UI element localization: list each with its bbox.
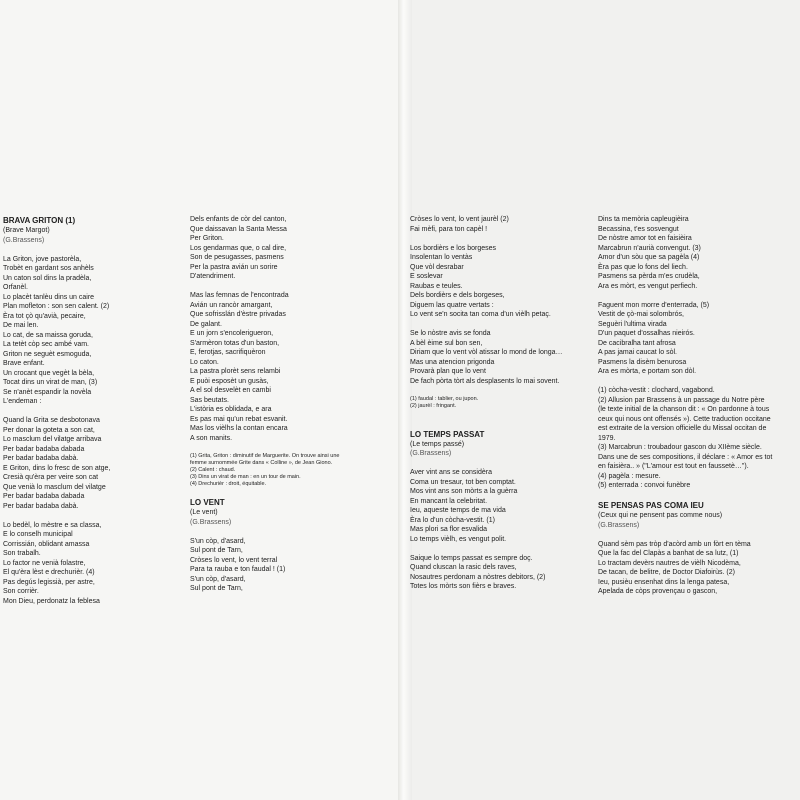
verse-line: Sas beutats. bbox=[190, 396, 229, 404]
verse-line: Cresià qu'èra per veire son cat bbox=[3, 474, 99, 481]
verse-line: Que sofrisslán d'èstre privadas bbox=[190, 311, 286, 318]
verse-line: Lo caton. bbox=[190, 358, 219, 366]
footnote: (2) jaurèl : fringant. bbox=[410, 402, 457, 409]
verse-line: Dels enfants de còr del canton, bbox=[190, 216, 287, 223]
verse-line: E puòi esposèt un gusàs, bbox=[190, 377, 269, 385]
verse-line: De cacibralha tant afrosa bbox=[598, 339, 676, 347]
verse-line: Se lo nòstre avis se fonda bbox=[410, 330, 491, 337]
verse-line: Son corrièr. bbox=[3, 588, 39, 595]
verse-line: Pasmens sa pèrda m'es crudèla, bbox=[598, 273, 700, 280]
spacer bbox=[598, 291, 772, 301]
verse-line: Orfanèl. bbox=[3, 284, 28, 291]
footnote: (3) Marcabrun : troubadour gascon du XIIème siècle. bbox=[598, 444, 762, 451]
spacer bbox=[598, 377, 772, 387]
verse-line: Per badar badaba dabà. bbox=[3, 502, 79, 510]
footnote: Dans une de ses compositions, il déclare : « Amor es tot bbox=[598, 453, 773, 461]
verse-line: Son de pesugasses, pasmens bbox=[190, 254, 284, 261]
verse-line: S'armèron totas d'un baston, bbox=[190, 339, 280, 347]
spacer bbox=[190, 488, 339, 498]
verse-line: En mancant la celebritat. bbox=[410, 497, 488, 505]
song-subtitle: (Le vent) bbox=[190, 509, 218, 516]
verse-line: Lo tractam devèrs nautres de vièlh Nicodèma, bbox=[598, 559, 741, 567]
verse-line: Lo temps vièlh, es vengut polit. bbox=[410, 535, 507, 543]
song-author: (G.Brassens) bbox=[410, 450, 452, 457]
spacer bbox=[410, 234, 563, 244]
song-title: LO TEMPS PASSAT bbox=[410, 429, 485, 439]
verse-line: Provarà plan que lo vent bbox=[410, 368, 486, 375]
verse-line: A bèl èime sul bon sen, bbox=[410, 339, 483, 347]
footnote: (2) Allusion par Brassens à un passage du Notre père bbox=[598, 396, 765, 404]
verse-line: Becassina, t'es sosvengut bbox=[598, 225, 679, 233]
footnote: femme surnommée Grite dans « Colline », de Jean Giono. bbox=[190, 459, 333, 466]
song-subtitle: (Le temps passé) bbox=[410, 440, 465, 448]
spacer bbox=[410, 410, 563, 420]
verse-line: A son manits. bbox=[190, 434, 233, 442]
verse-line: Griton ne seguèt esmoguda, bbox=[3, 350, 92, 358]
verse-line: Los bordièrs e los borgeses bbox=[410, 244, 496, 252]
footnote: est extraite de la version officielle du Missal occitan de bbox=[598, 425, 767, 432]
spacer bbox=[3, 511, 110, 521]
verse-line: Lo vent se'n socita tan coma d'un vièlh petaç. bbox=[410, 311, 551, 318]
verse-line: Que vòl desrabar bbox=[410, 263, 464, 271]
verse-line: Lo masclum del vilatge arribava bbox=[3, 436, 102, 443]
verse-line: A pas jamai caucat lo sòl. bbox=[598, 349, 677, 356]
verse-line: Un caton sol dins la pradèla, bbox=[3, 274, 92, 282]
verse-line: Aver vint ans se considèra bbox=[410, 469, 492, 476]
verse-line: Ieu, aqueste temps de ma vida bbox=[410, 507, 506, 514]
footnote: (2) Calent : chaud. bbox=[190, 466, 236, 473]
spacer bbox=[410, 544, 563, 554]
verse-line: De tacan, de belitre, de Doctor Diafoirùs. (2) bbox=[598, 569, 735, 576]
verse-line: E Griton, dins lo fresc de son atge, bbox=[3, 464, 111, 472]
verse-line: Mon Dieu, perdonatz la feblesa bbox=[3, 597, 100, 605]
verse-line: Per badar badaba dabà. bbox=[3, 455, 79, 462]
verse-line: Son trabalh. bbox=[3, 550, 41, 557]
song-title: BRAVA GRITON (1) bbox=[3, 216, 76, 225]
verse-line: Mas las femnas de l'encontrada bbox=[190, 292, 289, 299]
verse-line: Fai mèfi, para ton capèl ! bbox=[410, 225, 488, 233]
verse-line: E lo conselh municipal bbox=[3, 531, 73, 538]
verse-line: Per badar badaba dabada bbox=[3, 445, 85, 453]
spacer bbox=[190, 282, 339, 292]
verse-line: Mas una atencion prigonda bbox=[410, 358, 495, 366]
verse-line: Marcabrun n'aurià convengut. (3) bbox=[598, 244, 701, 252]
spacer bbox=[3, 407, 110, 417]
verse-line: Pasmens la disèm benurosa bbox=[598, 358, 687, 366]
verse-line: Tocat dins un virat de man, (3) bbox=[3, 379, 98, 386]
verse-line: Plan mofleton : son sen calent. (2) bbox=[3, 303, 110, 310]
verse-line: De galant. bbox=[190, 320, 222, 328]
verse-line: La Griton, jove pastorèla, bbox=[3, 255, 82, 263]
verse-line: Nosautres perdonam a nòstres debitors, (2) bbox=[410, 573, 546, 581]
footnote: (5) enterrada : convoi funèbre bbox=[598, 482, 691, 489]
verse-line: Mas los vièlhs la contan encara bbox=[190, 425, 288, 432]
song-subtitle: (Ceux qui ne pensent pas comme nous) bbox=[598, 512, 723, 519]
spacer bbox=[3, 245, 110, 255]
verse-line: Se n'anèt espandir la novèla bbox=[3, 388, 92, 396]
song-author: (G.Brassens) bbox=[3, 236, 45, 244]
verse-line: Que daissavan la Santa Messa bbox=[190, 225, 287, 233]
verse-line: Brave enfant. bbox=[3, 360, 45, 367]
verse-line: Dins ta memòria capleugièira bbox=[598, 216, 689, 223]
column-2 bbox=[190, 215, 339, 594]
verse-line: Mas plori sa flor esvalida bbox=[410, 526, 488, 533]
verse-line: A el sol desvelèt en cambi bbox=[190, 387, 271, 394]
footnote: (1) Grita, Griton : diminutif de Marguerite. On trouve ainsi une bbox=[190, 452, 340, 459]
verse-line: D'un paquet d'ossalhas nieirós. bbox=[598, 330, 695, 337]
footnote: ceux qui nous ont offensés »). Cette traduction occitane bbox=[598, 415, 771, 423]
verse-line: Que venià lo masclum del vilatge bbox=[3, 483, 106, 491]
song-title: LO VENT bbox=[190, 498, 225, 507]
verse-line: Quand sèm pas tròp d'acòrd amb un fòrt en tèma bbox=[598, 540, 751, 548]
verse-line: Per Griton. bbox=[190, 235, 224, 242]
verse-line: Ara es mòrta, e portam son dòl. bbox=[598, 368, 697, 375]
verse-line: L'istòria es oblidada, e ara bbox=[190, 406, 272, 413]
footnote: en faisièra.. » ("L'amour est tout en faussetè…"). bbox=[598, 463, 749, 470]
verse-line: El qu'èra lèst e drechurièr. (4) bbox=[3, 569, 95, 576]
verse-line: Avián un rancòr amargant, bbox=[190, 301, 273, 309]
verse-line: Seguèri l'ultima virada bbox=[598, 320, 667, 328]
footnote: (3) Dins un virat de man : en un tour de main. bbox=[190, 473, 301, 480]
verse-line: Insolentan lo ventàs bbox=[410, 254, 473, 261]
verse-line: Trobèt en gardant sos anhèls bbox=[3, 265, 94, 272]
column-1 bbox=[3, 215, 110, 606]
verse-line: Èra pas que lo fons del liech. bbox=[598, 263, 688, 271]
verse-line: Lo factor ne venià folastre, bbox=[3, 559, 86, 567]
verse-line: S'un còp, d'asard, bbox=[190, 537, 246, 545]
verse-line: Cròses lo vent, lo vent terral bbox=[190, 556, 278, 564]
song-subtitle: (Brave Margot) bbox=[3, 227, 50, 234]
verse-line: De fach pòrta tòrt als desplasents lo mai sovent. bbox=[410, 377, 560, 385]
verse-line: De mai len. bbox=[3, 322, 39, 329]
column-4 bbox=[598, 215, 772, 597]
verse-line: Es pas mai qu'un rebat esvanit. bbox=[190, 415, 288, 423]
verse-line: Diriam que lo vent vòl atissar lo mond de longa… bbox=[410, 349, 563, 356]
spacer bbox=[598, 530, 772, 540]
verse-line: Diguem las quatre vertats : bbox=[410, 301, 494, 309]
spacer bbox=[410, 320, 563, 330]
verse-line: Dels bordièrs e dels borgeses, bbox=[410, 292, 505, 299]
verse-line: Lo cat, de sa maissa goruda, bbox=[3, 331, 93, 339]
spacer bbox=[410, 386, 563, 396]
verse-line: Èra lo d'un còcha-vestit. (1) bbox=[410, 516, 495, 524]
spacer bbox=[190, 443, 339, 453]
footnote: (le texte initial de la chanson dit : « On pardonne à tous bbox=[598, 406, 770, 413]
verse-line: Saique lo temps passat es sempre doç. bbox=[410, 554, 533, 562]
verse-line: Que la fac del Clapàs a banhat de sa lutz, (1) bbox=[598, 550, 739, 557]
verse-line: Totes los mòrts son fièrs e braves. bbox=[410, 583, 517, 590]
verse-line: Un crocant que vegèt la bèla, bbox=[3, 369, 95, 377]
verse-line: Cròses lo vent, lo vent jaurèl (2) bbox=[410, 216, 509, 223]
spacer bbox=[410, 459, 563, 469]
verse-line: De nòstre amor tot en faisièira bbox=[598, 235, 692, 242]
footnote: 1979. bbox=[598, 434, 616, 442]
spacer bbox=[598, 491, 772, 501]
verse-line: La tetèt còp sec ambé vam. bbox=[3, 341, 89, 348]
verse-line: E un jorn s'encolerigueron, bbox=[190, 330, 274, 337]
verse-line: Èra tot çò qu'avià, pecaire, bbox=[3, 312, 86, 320]
verse-line: Para ta rauba e ton faudal ! (1) bbox=[190, 566, 286, 573]
verse-line: S'un còp, d'asard, bbox=[190, 575, 246, 583]
verse-line: Apelada de còps provençau o gascon, bbox=[598, 588, 718, 595]
verse-line: E soslevar bbox=[410, 273, 443, 280]
verse-line: L'endeman : bbox=[3, 398, 42, 405]
verse-line: Corrissián, oblidant amassa bbox=[3, 540, 90, 548]
verse-line: Lo placèt tanlèu dins un caire bbox=[3, 293, 95, 301]
verse-line: Mos vint ans son mòrts a la guèrra bbox=[410, 488, 518, 495]
spacer bbox=[410, 419, 563, 429]
verse-line: Per badar badaba dabada bbox=[3, 493, 85, 500]
verse-line: Quand cluscan la rasic dels raves, bbox=[410, 564, 517, 571]
verse-line: Los gendarmas que, o cal dire, bbox=[190, 244, 287, 252]
verse-line: Sul pont de Tarn, bbox=[190, 585, 243, 592]
spacer bbox=[190, 527, 339, 537]
song-author: (G.Brassens) bbox=[598, 521, 640, 529]
footnote: (1) còcha-vestit : clochard, vagabond. bbox=[598, 387, 715, 394]
footnote: (1) faudal : tablier, ou jupon. bbox=[410, 395, 479, 402]
verse-line: Amor d'un sòu que sa pagèla (4) bbox=[598, 254, 700, 261]
verse-line: Per la pastra avián un sorire bbox=[190, 263, 278, 271]
verse-line: Lo bedèl, lo mèstre e sa classa, bbox=[3, 521, 102, 529]
footnote: (4) Drechurièr : droit, équitable. bbox=[190, 480, 267, 487]
verse-line: Per donar la goteta a son cat, bbox=[3, 426, 95, 434]
footnote: (4) pagèla : mesure. bbox=[598, 472, 661, 480]
verse-line: Raubas e teules. bbox=[410, 282, 463, 290]
verse-line: Pas degús legissià, per astre, bbox=[3, 578, 95, 586]
verse-line: Coma un tresaur, tot ben comptat. bbox=[410, 478, 516, 486]
song-author: (G.Brassens) bbox=[190, 518, 232, 526]
verse-line: Sul pont de Tarn, bbox=[190, 547, 243, 554]
column-3 bbox=[410, 215, 563, 592]
verse-line: Vestit de çò-mai solombrós, bbox=[598, 311, 684, 318]
verse-line: E, ferotjas, sacrifiquèron bbox=[190, 349, 266, 356]
verse-line: Ara es mòrt, es vengut perfiech. bbox=[598, 282, 698, 290]
verse-line: La pastra plorèt sens relambi bbox=[190, 368, 281, 375]
verse-line: Ieu, pusièu ensenhat dins la lenga patesa, bbox=[598, 578, 730, 586]
song-title: SE PENSAS PAS COMA IEU bbox=[598, 501, 704, 510]
verse-line: Faguent mon morre d'enterrada, (5) bbox=[598, 301, 710, 309]
verse-line: Quand la Grita se desbotonava bbox=[3, 417, 100, 424]
verse-line: D'atendriment. bbox=[190, 273, 236, 280]
